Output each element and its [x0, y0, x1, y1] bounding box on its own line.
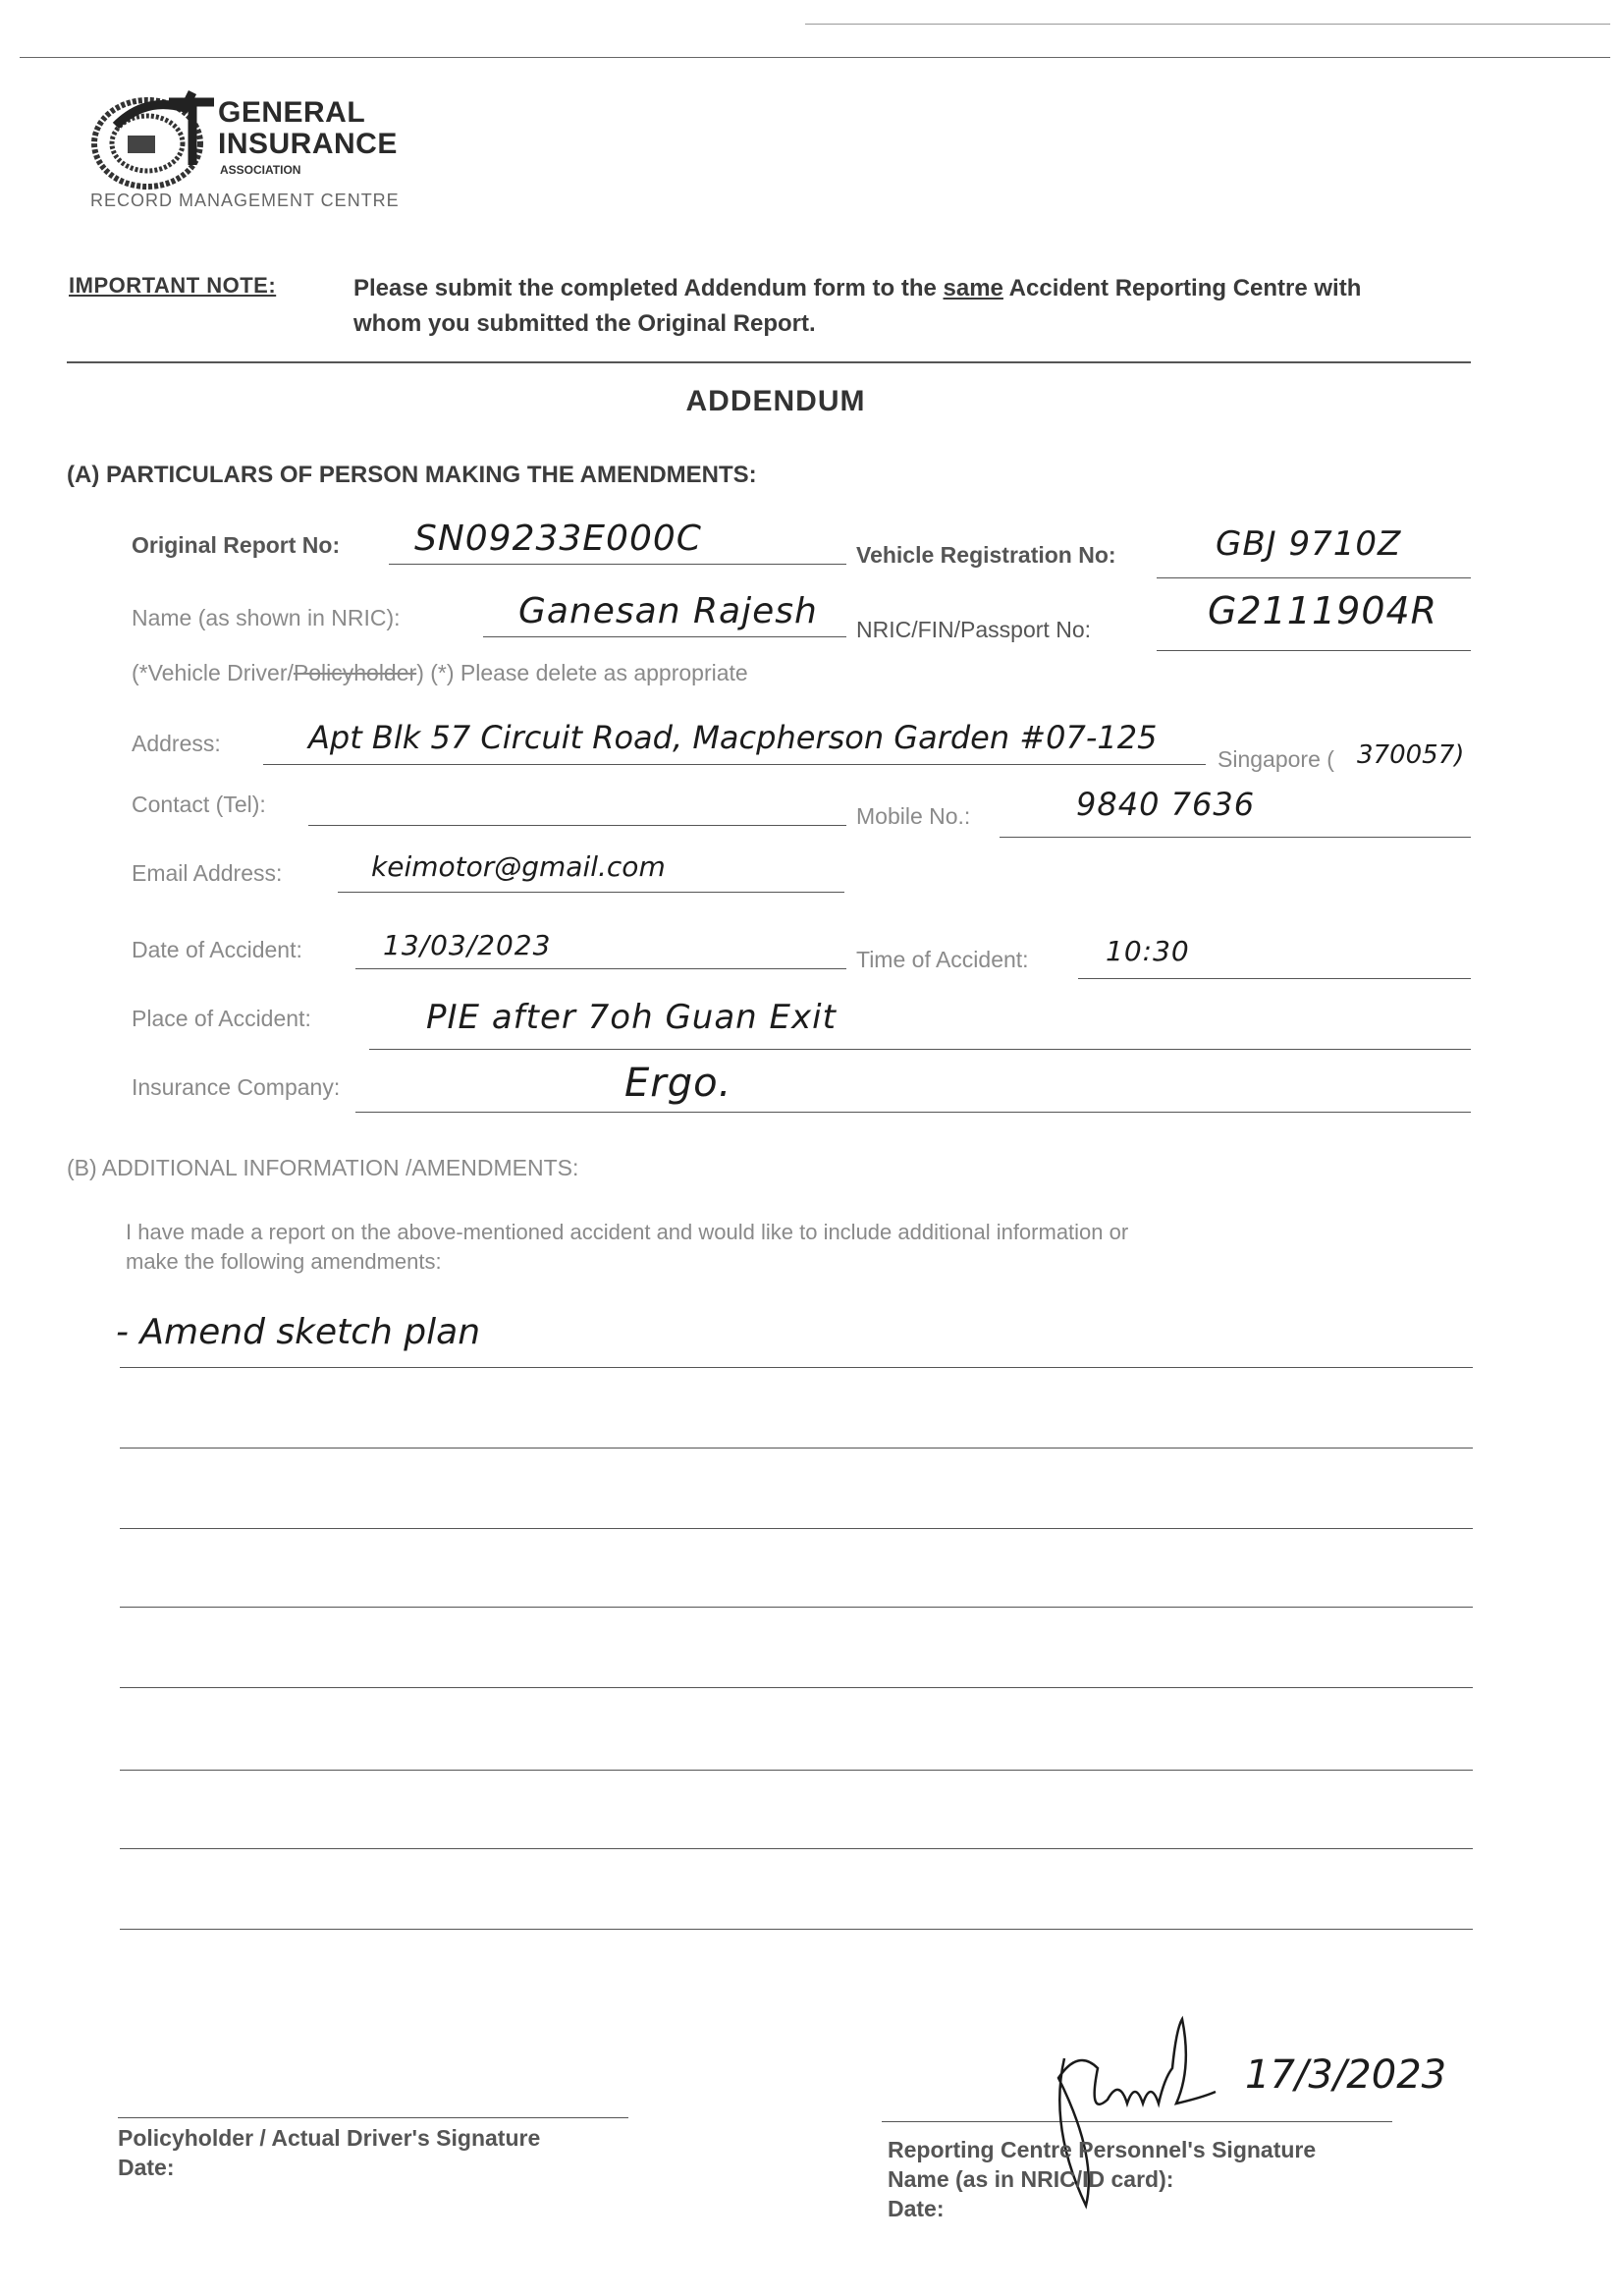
original-report-value[interactable]: SN09233E000C: [414, 519, 702, 559]
section-a-heading: (A) PARTICULARS OF PERSON MAKING THE AMENDMENTS:: [67, 462, 757, 488]
role-suffix: ) (*) Please delete as appropriate: [416, 660, 748, 685]
amendment-text-1[interactable]: - Amend sketch plan: [116, 1312, 481, 1352]
email-value[interactable]: keimotor@gmail.com: [371, 850, 666, 883]
nric-label: NRIC/FIN/Passport No:: [856, 617, 1091, 642]
address-label: Address:: [132, 731, 221, 756]
place-of-accident-value[interactable]: PIE after 7oh Guan Exit: [426, 998, 837, 1037]
email-label: Email Address:: [132, 860, 283, 886]
gia-emblem-icon: [86, 86, 224, 194]
original-report-underline: [389, 564, 846, 565]
note-prefix: Please submit the completed Addendum form to the: [353, 275, 944, 301]
logo-line1: GENERAL: [218, 96, 366, 129]
vehicle-reg-value[interactable]: GBJ 9710Z: [1216, 524, 1402, 564]
section-b-intro-line1: I have made a report on the above-mentioned accident and would like to include additional information or: [126, 1220, 1129, 1244]
mobile-label: Mobile No.:: [856, 803, 971, 829]
top-border-line: [20, 57, 1610, 58]
note-line2: whom you submitted the Original Report.: [353, 310, 816, 337]
date-of-accident-label: Date of Accident:: [132, 937, 302, 962]
personnel-signature-label: Reporting Centre Personnel's Signature: [888, 2137, 1317, 2162]
email-underline: [338, 892, 844, 893]
date-of-accident-underline: [355, 968, 846, 969]
mobile-underline: [1000, 837, 1471, 838]
date-of-accident-value[interactable]: 13/03/2023: [383, 929, 552, 961]
contact-label: Contact (Tel):: [132, 792, 266, 817]
insurance-company-label: Insurance Company:: [132, 1074, 341, 1100]
top-border-line-2: [805, 24, 1610, 25]
place-of-accident-label: Place of Accident:: [132, 1006, 311, 1031]
driver-signature-label: Policyholder / Actual Driver's Signature: [118, 2125, 541, 2151]
insurance-company-value[interactable]: Ergo.: [624, 1061, 732, 1106]
name-underline: [483, 636, 846, 637]
role-prefix: (*Vehicle Driver/: [132, 660, 294, 685]
role-note: [132, 660, 748, 686]
mobile-value[interactable]: 9840 7636: [1076, 786, 1256, 823]
original-report-label: Original Report No:: [132, 532, 341, 558]
time-of-accident-value[interactable]: 10:30: [1106, 935, 1190, 967]
address-value[interactable]: Apt Blk 57 Circuit Road, Macpherson Garden #07-125: [308, 719, 1158, 756]
amendment-line-2: [120, 1448, 1473, 1449]
vehicle-reg-underline: [1157, 577, 1471, 578]
amendment-line-3: [120, 1528, 1473, 1529]
address-underline: [263, 764, 1206, 765]
name-value[interactable]: Ganesan Rajesh: [518, 591, 818, 631]
logo-line2: INSURANCE: [218, 128, 398, 160]
important-note-text: [353, 271, 1483, 342]
section-b-intro-line2: make the following amendments:: [126, 1249, 442, 1274]
time-of-accident-underline: [1078, 978, 1471, 979]
section-b-heading: (B) ADDITIONAL INFORMATION /AMENDMENTS:: [67, 1155, 579, 1180]
personnel-date-label: Date:: [888, 2196, 945, 2221]
time-of-accident-label: Time of Accident:: [856, 947, 1029, 972]
personnel-name-label: Name (as in NRIC/ID card):: [888, 2166, 1174, 2192]
contact-underline: [308, 825, 846, 826]
gia-logo: [86, 86, 410, 224]
personnel-handwritten-date[interactable]: 17/3/2023: [1245, 2052, 1447, 2098]
important-note-label: IMPORTANT NOTE:: [69, 273, 277, 298]
address-suffix-label: Singapore (: [1218, 746, 1334, 772]
postal-value[interactable]: 370057): [1357, 740, 1465, 770]
vehicle-reg-label: Vehicle Registration No:: [856, 542, 1116, 568]
amendment-line-4: [120, 1607, 1473, 1608]
amendment-line-8: [120, 1929, 1473, 1930]
amendment-line-5: [120, 1687, 1473, 1688]
amendment-line-7: [120, 1848, 1473, 1849]
note-divider: [67, 361, 1471, 363]
logo-subtitle: RECORD MANAGEMENT CENTRE: [90, 191, 400, 210]
note-underlined: same: [943, 275, 1003, 301]
role-struck: Policyholder: [293, 660, 417, 685]
name-label: Name (as shown in NRIC):: [132, 605, 401, 630]
page-title: ADDENDUM: [685, 385, 866, 417]
amendment-line-6: [120, 1770, 1473, 1771]
place-of-accident-underline: [369, 1049, 1471, 1050]
driver-date-label: Date:: [118, 2155, 175, 2180]
note-suffix: Accident Reporting Centre with: [1002, 275, 1362, 301]
insurance-company-underline: [355, 1112, 1471, 1113]
logo-line3: ASSOCIATION: [220, 163, 301, 177]
driver-signature-line: [118, 2117, 628, 2118]
nric-value[interactable]: G2111904R: [1208, 589, 1438, 632]
amendment-line-1: [120, 1367, 1473, 1368]
nric-underline: [1157, 650, 1471, 651]
